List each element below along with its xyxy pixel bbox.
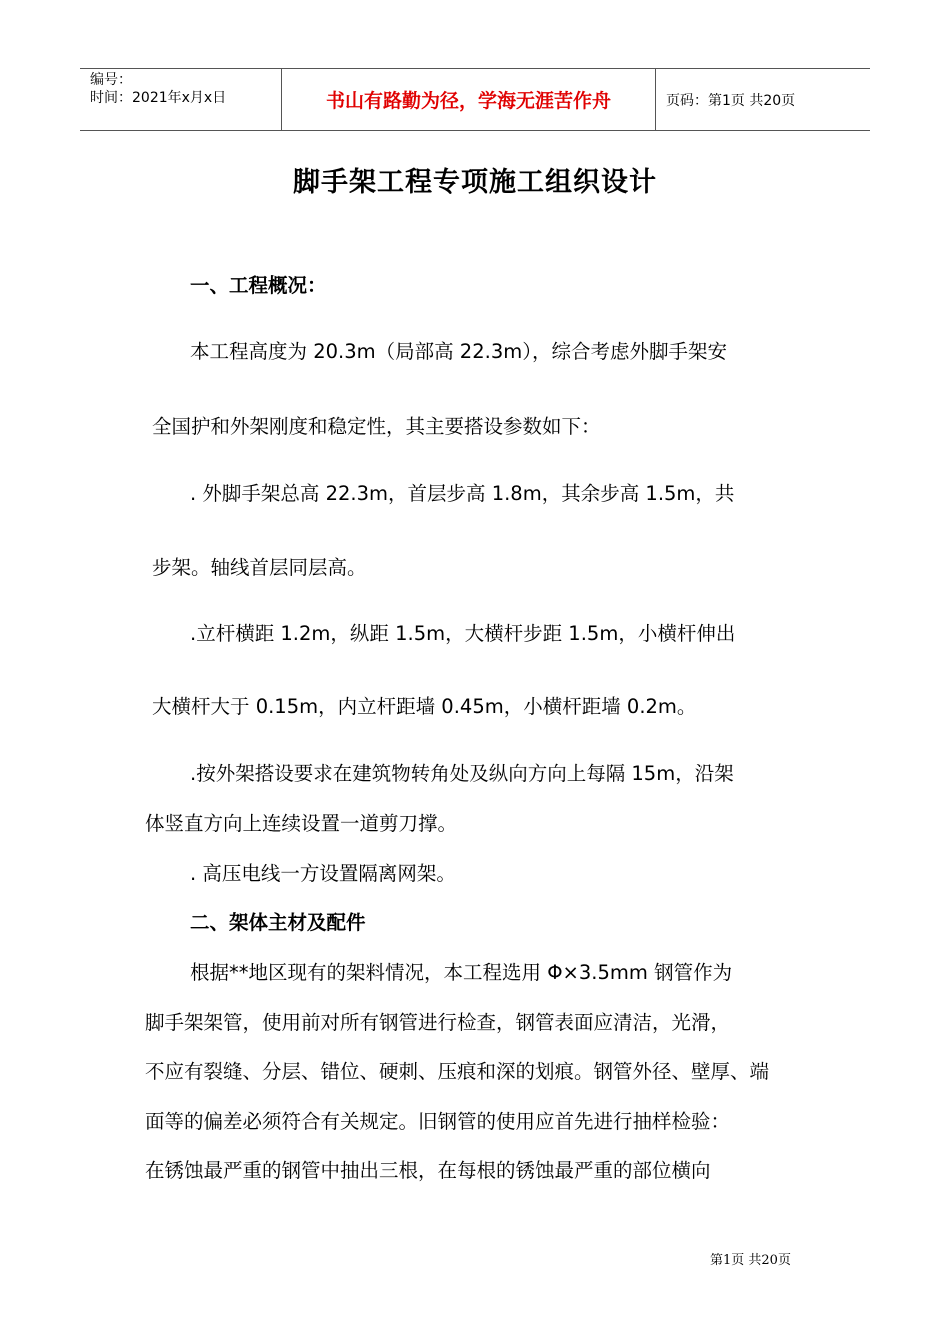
paragraph-line: .按外架搭设要求在建筑物转角处及纵向方向上每隔 15m，沿架 (190, 762, 734, 785)
header-page-info: 页码：第1页 共20页 (666, 92, 796, 109)
paragraph-line: 体竖直方向上连续设置一道剪刀撑。 (145, 812, 458, 835)
paragraph-line: 不应有裂缝、分层、错位、硬刺、压痕和深的划痕。钢管外径、壁厚、端 (145, 1060, 770, 1083)
time-label: 时间：2021年x月x日 (90, 90, 227, 106)
paragraph-line: 面等的偏差必须符合有关规定。旧钢管的使用应首先进行抽样检验： (145, 1110, 731, 1133)
document-title: 脚手架工程专项施工组织设计 (293, 167, 657, 198)
paragraph-line: 全国护和外架刚度和稳定性，其主要搭设参数如下： (152, 415, 601, 438)
page-header (80, 68, 870, 131)
paragraph-line: 本工程高度为 20.3m（局部高 22.3m），综合考虑外脚手架安 (190, 340, 727, 363)
paragraph-line: . 高压电线一方设置隔离网架。 (190, 862, 456, 885)
paragraph-line: 在锈蚀最严重的钢管中抽出三根，在每根的锈蚀最严重的部位横向 (145, 1159, 711, 1182)
section-heading: 一、工程概况： (190, 274, 327, 297)
paragraph-line: 步架。轴线首层同层高。 (152, 556, 367, 579)
paragraph-line: 大横杆大于 0.15m，内立杆距墙 0.45m，小横杆距墙 0.2m。 (152, 695, 697, 718)
header-motto: 书山有路勤为径，学海无涯苦作舟 (282, 69, 656, 130)
section-heading: 二、架体主材及配件 (190, 911, 366, 934)
paragraph-line: .立杆横距 1.2m，纵距 1.5m，大横杆步距 1.5m，小横杆伸出 (190, 622, 736, 645)
header-meta (80, 69, 282, 130)
paragraph-line: . 外脚手架总高 22.3m，首层步高 1.8m，其余步高 1.5m，共 (190, 482, 735, 505)
paragraph-line: 脚手架架管，使用前对所有钢管进行检查，钢管表面应清洁，光滑， (145, 1011, 731, 1034)
page-footer: 第1页 共20页 (710, 1253, 791, 1268)
paragraph-line: 根据**地区现有的架料情况，本工程选用 Φ×3.5mm 钢管作为 (190, 961, 733, 984)
number-label: 编号： (90, 72, 132, 88)
